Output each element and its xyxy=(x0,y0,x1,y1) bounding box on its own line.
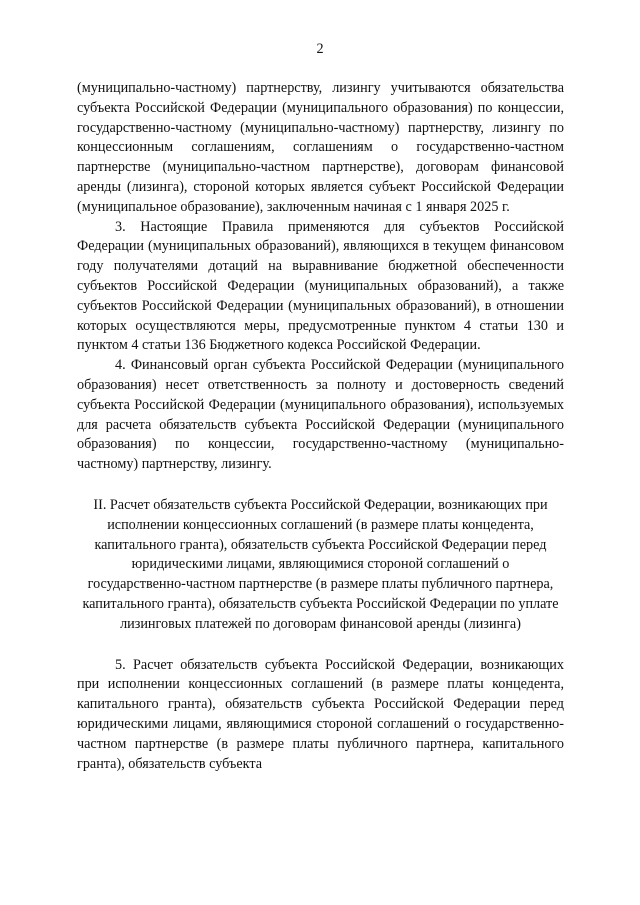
paragraph-item-3: 3. Настоящие Правила применяются для субъектов Российской Федерации (муниципальных образований), являющихся в текущем финансовом году получателями дотаций на выравнивание бюджетной обеспеченности субъектов Российской Федерации (муниципальных образований), а также субъектов Российской Федерации (муниципальных образований), в отношении которых осуществляются меры, предусмотренные пунктом 4 статьи 130 и пунктом 4 статьи 136 Бюджетного кодекса Российской Федерации. xyxy=(77,218,564,354)
paragraph-item-4: 4. Финансовый орган субъекта Российской Федерации (муниципального образования) несет ответственность за полноту и достоверность сведений субъекта Российской Федерации (муниципального образования), используемых для расчета обязательств субъекта Российской Федерации (муниципального образования) по концессии, государственно-частному (муниципально-частному) партнерству, лизингу. xyxy=(77,357,564,473)
section-heading: II. Расчет обязательств субъекта Российской Федерации, возникающих при исполнении концессионных соглашений (в размере платы концедента, капитального гранта), обязательств субъекта Российской Федерации перед юридическими лицами, являющимися стороной соглашений о государственно-частном партнерстве (в размере платы публичного партнера, капитального гранта), обязательств субъекта Российской Федерации по уплате лизинговых платежей по договорам финансовой аренды (лизинга) xyxy=(82,496,559,632)
paragraph-item-5: 5. Расчет обязательств субъекта Российской Федерации, возникающих при исполнении концессионных соглашений (в размере платы концедента, капитального гранта), обязательств субъекта Российской Федерации перед юридическими лицами, являющимися стороной соглашений о государственно-частном партнерстве (в размере платы публичного партнера, капитального гранта), обязательств субъекта xyxy=(77,656,564,772)
page-number: 2 xyxy=(316,41,324,57)
paragraph-continuation: (муниципально-частному) партнерству, лизингу учитываются обязательства субъекта Российской Федерации (муниципального образования) по концессии, государственно-частному (муниципально-частному) партнерству, лизингу по концессионным соглашениям, соглашениям о государственно-частном партнерстве (муниципально-частном партнерстве), договорам финансовой аренды (лизинга), стороной которых является субъект Российской Федерации (муниципальное образование), заключенным начиная с 1 января 2025 г. xyxy=(77,80,564,215)
document-body xyxy=(77,79,564,774)
